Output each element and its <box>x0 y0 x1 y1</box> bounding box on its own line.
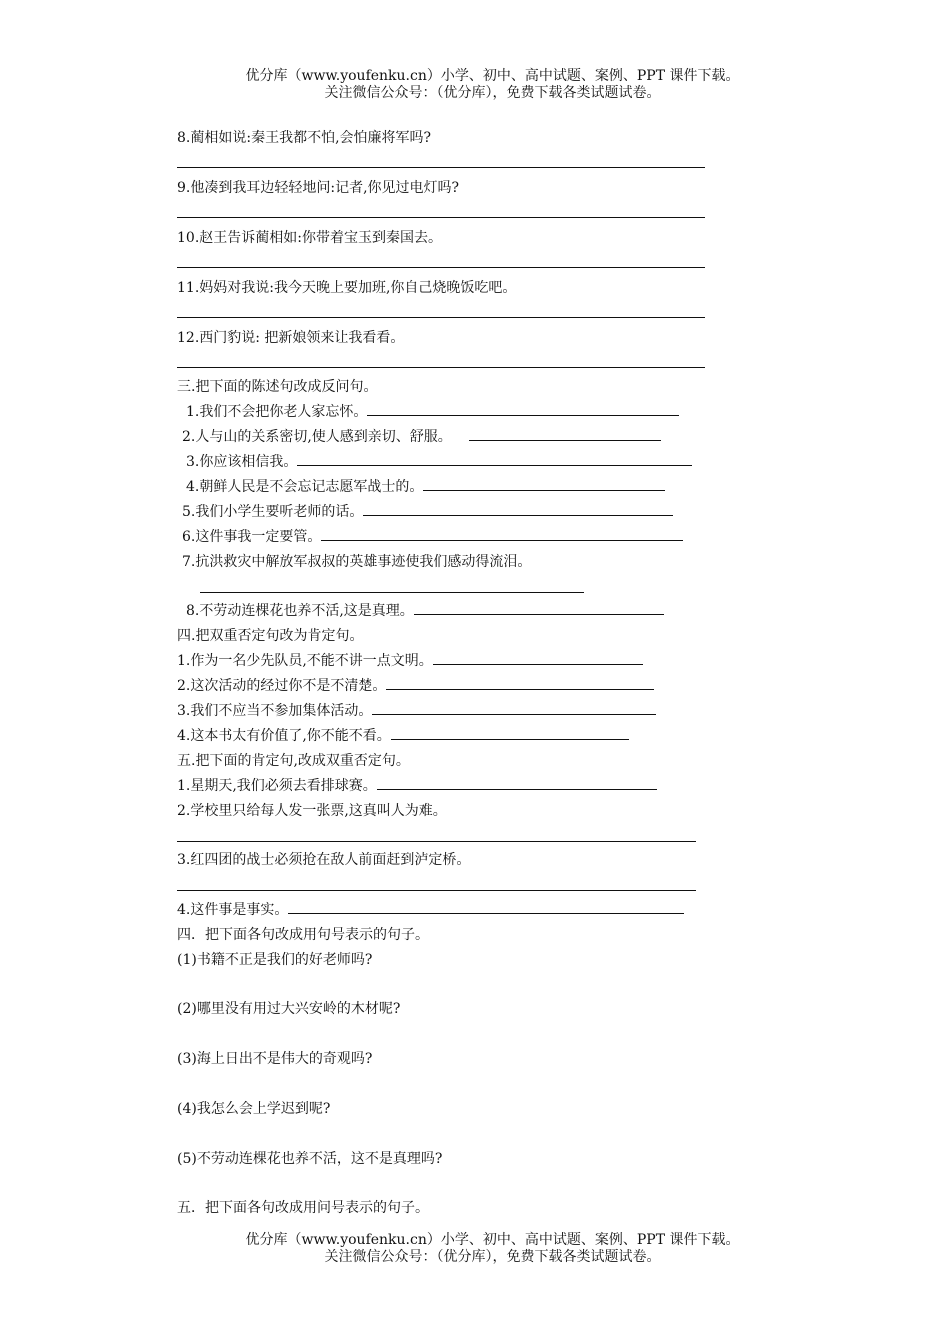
answer-line[interactable] <box>177 217 705 218</box>
s3-item-8-text: 8.不劳动连棵花也养不活,这是真理。 <box>186 603 414 619</box>
question-9: 9.他凑到我耳边轻轻地问:记者,你见过电灯吗? <box>177 180 460 196</box>
s3-item-2 <box>182 428 661 446</box>
page-footer <box>0 1232 950 1266</box>
answer-line[interactable] <box>177 167 705 168</box>
answer-blank[interactable] <box>367 403 679 416</box>
s4-item-1-text: 1.作为一名少先队员,不能不讲一点文明。 <box>177 653 433 669</box>
answer-blank[interactable] <box>433 652 643 665</box>
s6-item-2: (2)哪里没有用过大兴安岭的木材呢? <box>177 1001 401 1017</box>
question-11: 11.妈妈对我说:我今天晚上要加班,你自己烧晚饭吃吧。 <box>177 280 517 296</box>
s5-item-2: 2.学校里只给每人发一张票,这真叫人为难。 <box>177 803 447 819</box>
s3-item-6 <box>182 528 683 546</box>
answer-blank[interactable] <box>391 727 629 740</box>
s4-item-2-text: 2.这次活动的经过你不是不清楚。 <box>177 678 387 694</box>
answer-blank[interactable] <box>377 777 657 790</box>
header-line-2: 关注微信公众号：（优分库），免费下载各类试题试卷。 <box>324 85 661 101</box>
section-5-title: 五.把下面的肯定句,改成双重否定句。 <box>177 753 410 769</box>
section-7-title: 五．把下面各句改成用问号表示的句子。 <box>177 1200 429 1216</box>
s3-item-6-text: 6.这件事我一定要管。 <box>182 529 322 545</box>
footer-line-1: 优分库（www.youfenku.cn）小学、初中、高中试题、案例、PPT 课件下载。 <box>245 1232 740 1248</box>
s5-item-1 <box>177 777 657 795</box>
page-header <box>0 68 950 102</box>
answer-blank[interactable] <box>321 528 683 541</box>
s3-item-4-text: 4.朝鲜人民是不会忘记志愿军战士的。 <box>186 479 424 495</box>
answer-blank[interactable] <box>469 428 661 441</box>
answer-line[interactable] <box>177 841 696 842</box>
s5-item-3: 3.红四团的战士必须抢在敌人前面赶到泸定桥。 <box>177 852 471 868</box>
section-4-title: 四.把双重否定句改为肯定句。 <box>177 628 364 644</box>
s6-item-1: (1)书籍不正是我们的好老师吗? <box>177 952 373 968</box>
s6-item-3: (3)海上日出不是伟大的奇观吗? <box>177 1051 373 1067</box>
s4-item-2 <box>177 677 654 695</box>
s4-item-3 <box>177 702 656 720</box>
s4-item-3-text: 3.我们不应当不参加集体活动。 <box>177 703 373 719</box>
answer-blank[interactable] <box>363 503 673 516</box>
question-8: 8.蔺相如说:秦王我都不怕,会怕廉将军吗? <box>177 130 432 146</box>
s5-item-1-text: 1.星期天,我们必须去看排球赛。 <box>177 778 377 794</box>
s4-item-4-text: 4.这本书太有价值了,你不能不看。 <box>177 728 391 744</box>
answer-blank[interactable] <box>297 453 692 466</box>
question-10: 10.赵王告诉蔺相如:你带着宝玉到秦国去。 <box>177 230 442 246</box>
answer-blank[interactable] <box>288 901 684 914</box>
answer-blank[interactable] <box>386 677 654 690</box>
s6-item-5: (5)不劳动连棵花也养不活，这不是真理吗? <box>177 1151 443 1167</box>
header-line-1: 优分库（www.youfenku.cn）小学、初中、高中试题、案例、PPT 课件下载。 <box>245 68 740 84</box>
footer-line-2: 关注微信公众号：（优分库），免费下载各类试题试卷。 <box>324 1249 661 1265</box>
answer-blank[interactable] <box>423 478 665 491</box>
answer-line[interactable] <box>177 317 705 318</box>
s4-item-4 <box>177 727 629 745</box>
s3-item-4 <box>186 478 665 496</box>
s3-item-3 <box>186 453 692 471</box>
s3-item-8 <box>186 602 664 620</box>
s3-item-2-text: 2.人与山的关系密切,使人感到亲切、舒服。 <box>182 429 452 445</box>
answer-blank[interactable] <box>372 702 656 715</box>
s3-item-3-text: 3.你应该相信我。 <box>186 454 298 470</box>
s6-item-4: (4)我怎么会上学迟到呢? <box>177 1101 331 1117</box>
answer-line[interactable] <box>177 267 705 268</box>
section-3-title: 三.把下面的陈述句改成反问句。 <box>177 379 378 395</box>
s3-item-7: 7.抗洪救灾中解放军叔叔的英雄事迹使我们感动得流泪。 <box>182 554 532 570</box>
answer-line[interactable] <box>200 592 584 593</box>
s3-item-5-text: 5.我们小学生要听老师的话。 <box>182 504 364 520</box>
s4-item-1 <box>177 652 643 670</box>
s5-item-4 <box>177 901 684 919</box>
question-12: 12.西门豹说: 把新娘领来让我看看。 <box>177 330 405 346</box>
answer-line[interactable] <box>177 367 705 368</box>
section-6-title: 四．把下面各句改成用句号表示的句子。 <box>177 927 429 943</box>
s3-item-1-text: 1.我们不会把你老人家忘怀。 <box>186 404 368 420</box>
s3-item-5 <box>182 503 673 521</box>
answer-line[interactable] <box>177 890 696 891</box>
s5-item-4-text: 4.这件事是事实。 <box>177 902 289 918</box>
s3-item-1 <box>186 403 679 421</box>
answer-blank[interactable] <box>414 602 664 615</box>
